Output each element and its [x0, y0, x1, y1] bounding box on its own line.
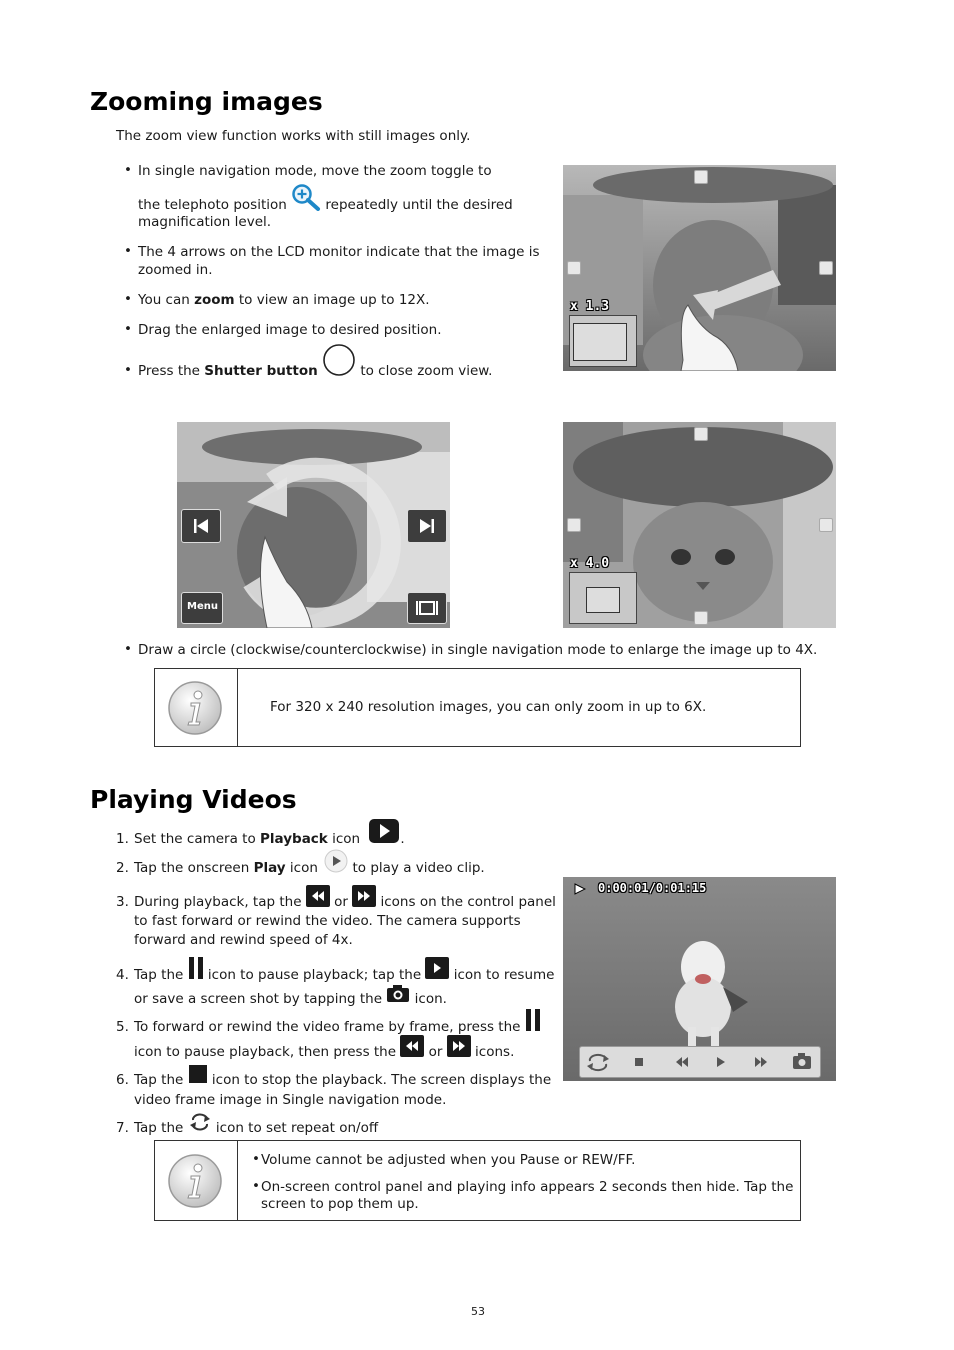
- step-4-text-b: icon to pause playback; tap the: [207, 967, 422, 983]
- scroll-down-arrow: [694, 611, 708, 625]
- step-number: 4.: [116, 967, 129, 983]
- zoom-bullet-3-text-b: to view an image up to 12X.: [234, 292, 430, 308]
- video-note-2-line2: screen to pop them up.: [261, 1196, 419, 1212]
- video-step-7: [134, 1119, 378, 1137]
- zoom-bullet-2-line1: The 4 arrows on the LCD monitor indicate that the image is: [138, 244, 540, 260]
- video-control-panel: [579, 1046, 821, 1078]
- info-icon: [167, 1153, 223, 1209]
- step-number: 1.: [116, 831, 129, 847]
- scroll-left-arrow: [567, 261, 581, 275]
- step-number: 5.: [116, 1019, 129, 1035]
- video-step-4-line1: [134, 966, 554, 984]
- video-step-4-line2: [134, 990, 447, 1008]
- step-1-text-c: .: [400, 831, 405, 847]
- step-7-text-a: Tap the: [134, 1120, 184, 1136]
- step-5-text-b: icon to pause playback, then press the: [134, 1044, 397, 1060]
- scroll-left-arrow: [567, 518, 581, 532]
- step-1-bold: Playback: [260, 831, 328, 847]
- step-2-text-c: to play a video clip.: [352, 860, 485, 876]
- zoom-bullet-4: Drag the enlarged image to desired position.: [138, 322, 442, 338]
- shutter-button-icon: [322, 343, 356, 377]
- video-note-box: [154, 1140, 801, 1221]
- fullscreen-button[interactable]: [407, 592, 447, 624]
- video-note-1: Volume cannot be adjusted when you Pause or REW/FF.: [261, 1152, 636, 1168]
- zoom-in-icon: [291, 183, 321, 211]
- next-image-button[interactable]: [407, 509, 447, 543]
- video-step-3-line1: [134, 893, 556, 911]
- scroll-right-arrow: [819, 518, 833, 532]
- zoom-bullet-3-text-a: You can: [138, 292, 195, 308]
- step-number: 2.: [116, 860, 129, 876]
- step-7-text-b: icon to set repeat on/off: [215, 1120, 379, 1136]
- step-1-text-a: Set the camera to: [134, 831, 261, 847]
- zoom-section-title: Zooming images: [90, 87, 323, 116]
- step-3-text-b: icons on the control panel: [380, 894, 556, 910]
- zoom-bullet-1-line2: [138, 196, 513, 214]
- step-4-text-d: or save a screen shot by tapping the: [134, 991, 383, 1007]
- step-2-text-b: icon: [285, 860, 318, 876]
- zoom-note-box: [154, 668, 801, 747]
- zoom-bullet-5-bold: Shutter button: [204, 363, 318, 379]
- fast-forward-icon: [352, 885, 376, 907]
- zoom-bullet-3: [138, 291, 430, 309]
- step-5-or: or: [428, 1044, 443, 1060]
- scroll-up-arrow: [694, 170, 708, 184]
- scroll-up-arrow: [694, 427, 708, 441]
- video-section-title: Playing Videos: [90, 785, 297, 814]
- camera-icon: [386, 983, 410, 1003]
- zoom-note-text: For 320 x 240 resolution images, you can only zoom in up to 6X.: [270, 699, 707, 715]
- step-4-text-a: Tap the: [134, 967, 184, 983]
- navigator-thumbnail: [569, 315, 637, 367]
- video-step-5-line2: [134, 1043, 514, 1061]
- playback-icon: [368, 818, 400, 844]
- previous-image-button[interactable]: [181, 509, 221, 543]
- zoom-bullet-6: Draw a circle (clockwise/counterclockwise) in single navigation mode to enlarge the image up to 4X.: [138, 642, 818, 658]
- bullet-dot: •: [124, 162, 132, 178]
- step-number: 7.: [116, 1120, 129, 1136]
- zoom-bullet-1-line3: magnification level.: [138, 214, 272, 230]
- menu-button-label: Menu: [187, 601, 218, 612]
- zoom-photo-2: [177, 422, 450, 628]
- play-icon: [324, 849, 348, 873]
- step-6-text-a: Tap the: [134, 1072, 184, 1088]
- step-1-text-b: icon: [327, 831, 361, 847]
- playing-status-icon: [574, 883, 586, 895]
- zoom-photo-3: [563, 422, 836, 628]
- zoom-level-label: x 4.0: [570, 556, 610, 571]
- repeat-icon[interactable]: [587, 1055, 609, 1070]
- zoom-bullet-3-bold: zoom: [194, 292, 235, 308]
- bullet-dot: •: [252, 1151, 260, 1167]
- zoom-bullet-5: [138, 362, 492, 380]
- stop-icon[interactable]: [635, 1058, 643, 1066]
- info-icon: [167, 680, 223, 736]
- repeat-icon: [188, 1112, 212, 1132]
- rewind-icon: [306, 885, 330, 907]
- control-panel-icons: [580, 1047, 820, 1077]
- video-step-2: [134, 859, 485, 877]
- bullet-dot: •: [124, 243, 132, 259]
- fast-forward-icon: [447, 1035, 471, 1057]
- video-step-3-line2: to fast forward or rewind the video. The camera supports: [134, 913, 521, 929]
- step-3-text-a: During playback, tap the: [134, 894, 302, 910]
- video-step-3-line3: forward and rewind speed of 4x.: [134, 932, 353, 948]
- video-step-5-line1: [134, 1018, 541, 1036]
- step-4-text-c: icon to resume: [453, 967, 555, 983]
- video-step-1: [134, 830, 405, 848]
- zoom-bullet-1-text-a: the telephoto position: [138, 197, 287, 213]
- pause-icon: [525, 1008, 541, 1032]
- bullet-dot: •: [124, 321, 132, 337]
- navigator-thumbnail: [569, 572, 637, 624]
- video-step-6-line2: video frame image in Single navigation mode.: [134, 1092, 447, 1108]
- step-number: 6.: [116, 1072, 129, 1088]
- step-number: 3.: [116, 894, 129, 910]
- skip-next-icon: [408, 510, 446, 542]
- bullet-dot: •: [124, 291, 132, 307]
- video-note-2-line1: On-screen control panel and playing info appears 2 seconds then hide. Tap the: [261, 1179, 794, 1195]
- camera-icon[interactable]: [793, 1053, 811, 1069]
- fullscreen-icon: [408, 593, 446, 623]
- skip-previous-icon: [182, 510, 220, 542]
- zoom-bullet-2-line2: zoomed in.: [138, 262, 213, 278]
- step-5-text-a: To forward or rewind the video frame by frame, press the: [134, 1019, 521, 1035]
- stop-icon: [188, 1064, 208, 1084]
- pause-icon: [188, 956, 204, 980]
- video-playback-photo: [563, 877, 836, 1081]
- scroll-right-arrow: [819, 261, 833, 275]
- video-timecode: 0:00:01/0:01:15: [598, 881, 707, 895]
- zoom-bullet-1-line1: In single navigation mode, move the zoom toggle to: [138, 163, 492, 179]
- zoom-bullet-1-text-b: repeatedly until the desired: [325, 197, 513, 213]
- play-icon: [425, 957, 449, 979]
- step-4-text-e: icon.: [414, 991, 447, 1007]
- zoom-bullet-5-text-b: to close zoom view.: [360, 363, 493, 379]
- rewind-icon: [400, 1035, 424, 1057]
- play-icon[interactable]: [717, 1057, 725, 1067]
- step-5-text-c: icons.: [475, 1044, 515, 1060]
- bullet-dot: •: [124, 362, 132, 378]
- video-step-6-line1: [134, 1071, 551, 1089]
- step-2-text-a: Tap the onscreen: [134, 860, 254, 876]
- zoom-intro: The zoom view function works with still images only.: [116, 128, 471, 144]
- step-2-bold: Play: [253, 860, 286, 876]
- bullet-dot: •: [124, 641, 132, 657]
- zoom-bullet-5-text-a: Press the: [138, 363, 205, 379]
- page-number: 53: [471, 1305, 485, 1318]
- rewind-icon[interactable]: [676, 1057, 688, 1067]
- zoom-photo-1: [563, 165, 836, 371]
- menu-button[interactable]: [181, 592, 223, 624]
- fast-forward-icon[interactable]: [755, 1057, 767, 1067]
- step-3-or: or: [334, 894, 348, 910]
- bullet-dot: •: [252, 1178, 260, 1194]
- step-6-text-b: icon to stop the playback. The screen displays the: [211, 1072, 552, 1088]
- zoom-level-label: x 1.3: [570, 299, 610, 314]
